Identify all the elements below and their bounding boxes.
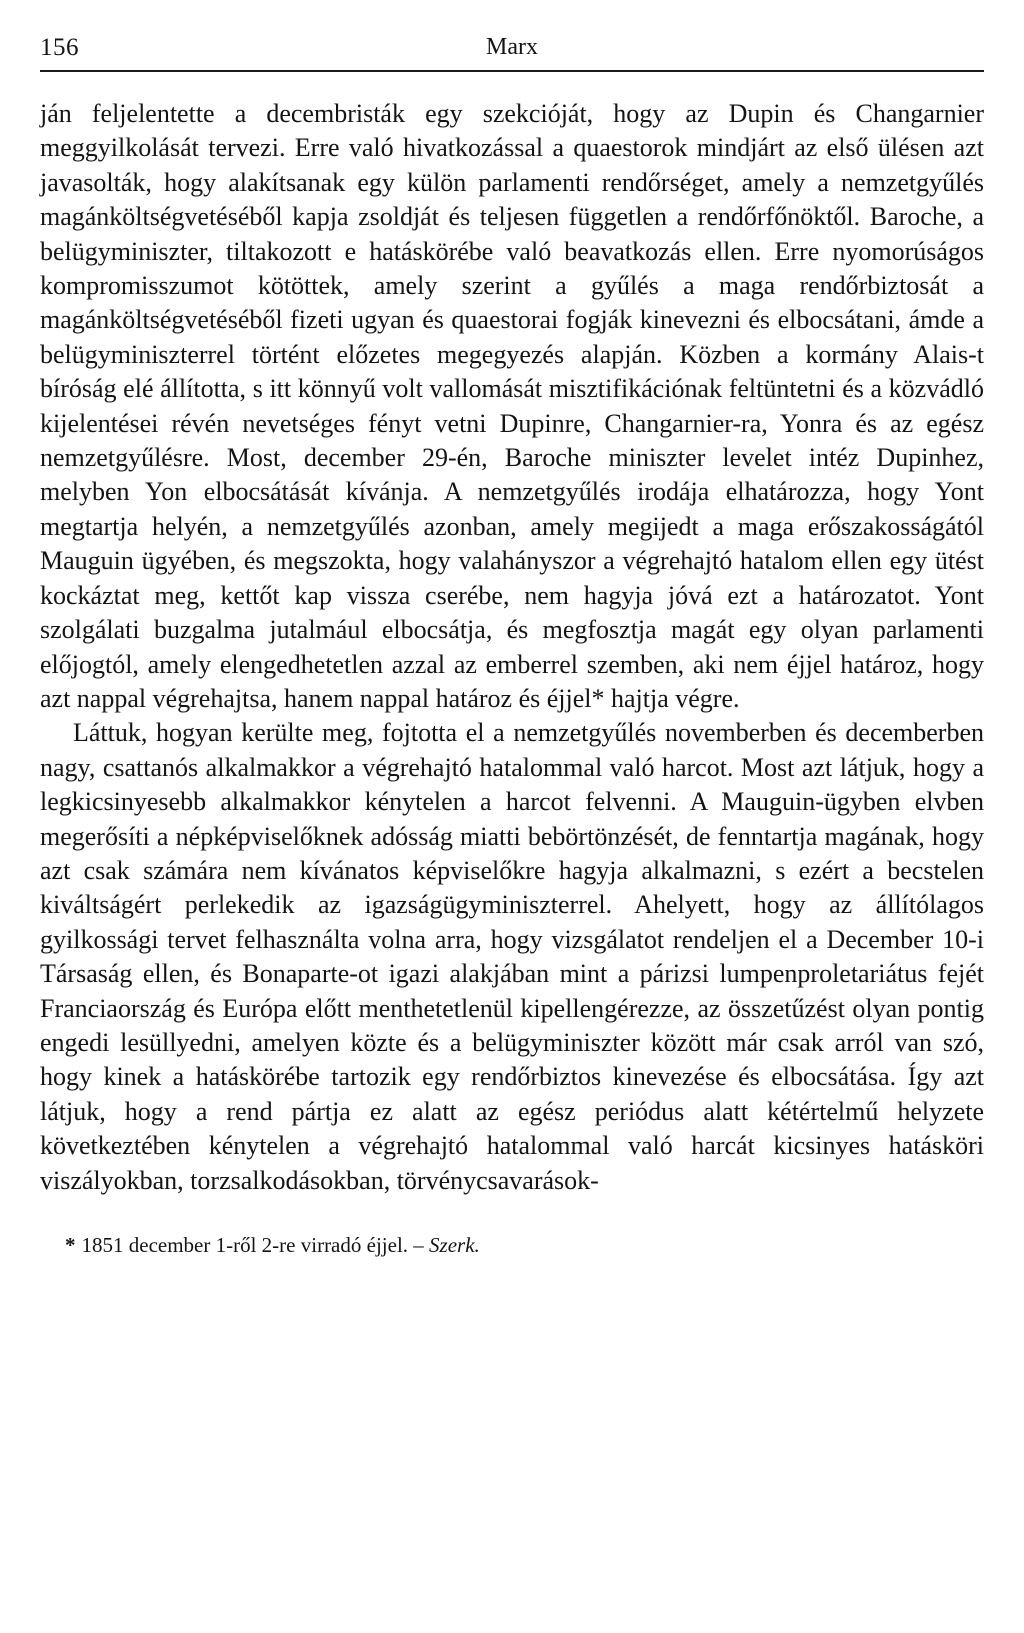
page-header (40, 30, 984, 72)
body-text (40, 97, 984, 1198)
book-page (40, 30, 984, 1258)
footnote-text: 1851 december 1-ről 2-re virradó éjjel. – (81, 1233, 424, 1257)
running-title: Marx (486, 34, 538, 60)
page-number: 156 (40, 34, 79, 61)
footnote-marker: * (65, 1233, 76, 1257)
paragraph: Láttuk, hogyan kerülte meg, fojtotta el a nemzetgyűlés novemberben és decemberben nagy, csattanós alkalmakkor a végrehajtó hatalommal való harcot. Most azt látjuk, hogy a legkicsinyesebb alkalmakkor kénytelen a harcot felvenni. A Mauguin-ügyben elvben megerősíti a népképviselőknek adósság miatti bebörtönzését, de fenntartja magának, hogy azt csak számára nem kívánatos képviselőkre hagyja alkalmazni, s ezért a becstelen kiváltságért perlekedik az igazságügyminiszterrel. Ahelyett, hogy az állítólagos gyilkossági tervet felhasználta volna arra, hogy vizsgálatot rendeljen el a December 10-i Társaság ellen, és Bonaparte-ot igazi alakjában mint a párizsi lumpenproletariátus fejét Franciaország és Európa előtt menthetetlenül kipellengérezze, az összetűzést olyan pontig engedi lesüllyedni, amelyen közte és a belügyminiszter között már csak arról van szó, hogy kinek a hatáskörébe tartozik egy rendőrbiztos kinevezése és elbocsátása. Így azt látjuk, hogy a rend pártja ez alatt az egész periódus alatt kétértelmű helyzete következtében kénytelen a végrehajtó hatalommal való harcát kicsinyes hatásköri viszályokban, torzsalkodásokban, törvénycsavarások- (40, 718, 984, 1195)
paragraph-continuation: ján feljelentette a decembristák egy szekcióját, hogy az Dupin és Changarnier meggyilkolását tervezi. Erre való hivatkozással a quaestorok mindjárt az első ülésen azt javasolták, hogy alakítsanak egy külön parlamenti rendőrséget, amely a nemzetgyűlés magánköltségvetéséből kapja zsoldját és teljesen független a rendőrfőnöktől. Baroche, a belügyminiszter, tiltakozott e hatáskörébe való beavatkozás ellen. Erre nyomorúságos kompromisszumot kötöttek, amely szerint a gyűlés a maga rendőrbiztosát a magánköltségvetéséből fizeti ugyan és quaestorai fogják kinevezni és elbocsátani, ámde a belügyminiszterrel történt előzetes megegyezés alapján. Közben a kormány Alais-t bíróság elé állította, s itt könnyű volt vallomását misztifikációnak feltüntetni és a közvádló kijelentései révén nevetséges fényt vetni Dupinre, Changarnier-ra, Yonra és az egész nemzetgyűlésre. Most, december 29-én, Baroche miniszter levelet intéz Dupinhez, melyben Yon elbocsátását kívánja. A nemzetgyűlés irodája elhatározza, hogy Yont megtartja helyén, a nemzetgyűlés azonban, amely megijedt a maga erőszakosságától Mauguin ügyében, és megszokta, hogy valahányszor a végrehajtó hatalom ellen egy ütést kockáztat meg, kettőt kap vissza cserébe, nem hagyja jóvá ezt a határozatot. Yont szolgálati buzgalma jutalmául elbocsátja, és megfosztja magát egy olyan parlamenti előjogtól, amely elengedhetetlen azzal az emberrel szemben, aki nem éjjel határoz, hogy azt nappal végrehajtsa, hanem nappal határoz és éjjel* hajtja végre. (40, 99, 984, 713)
footnote (40, 1232, 984, 1258)
footnote-editor-note: Szerk. (429, 1233, 480, 1257)
